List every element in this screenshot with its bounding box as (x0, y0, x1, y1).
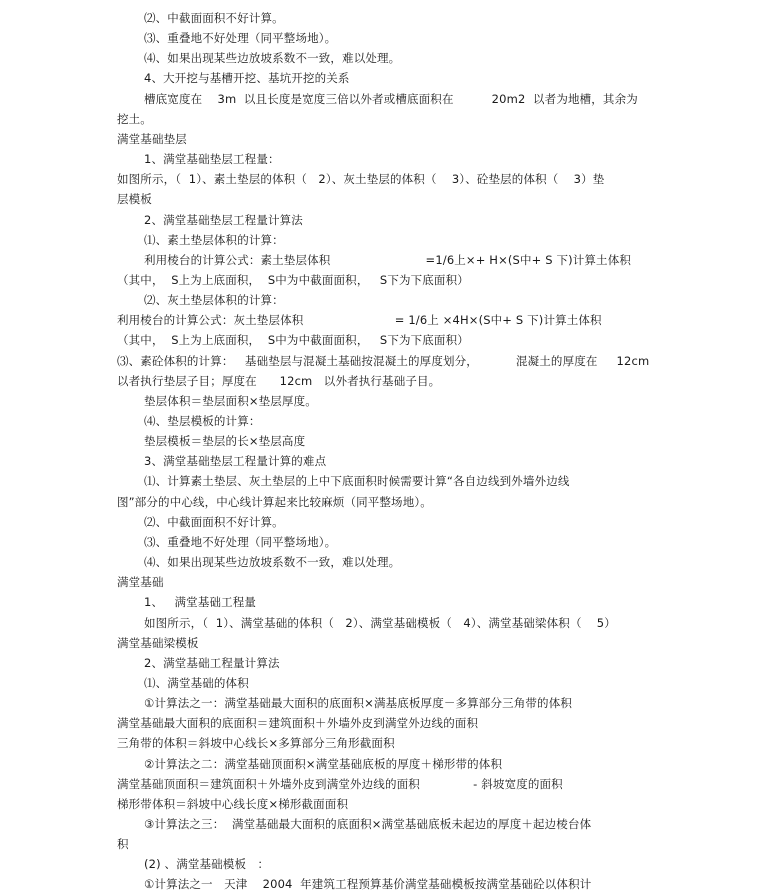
text-line: 满堂基础最大面积的底面积＝建筑面积＋外墙外皮到满堂外边线的面积 (117, 716, 479, 731)
text-line: 以者执行垫层子目；厚度在 12cm 以外者执行基础子目。 (117, 373, 441, 388)
text-line: 2、满堂基础工程量计算法 (144, 655, 280, 670)
text-line: ⑴、计算素土垫层、灰土垫层的上中下底面积时候需要计算“各自边线到外墙外边线 (144, 474, 570, 489)
text-line: 2、满堂基础垫层工程量计算法 (144, 212, 303, 227)
text-line: （其中， S上为上底面积， S中为中截面面积， S下为下底面积） (117, 333, 469, 348)
text-line: ⑷、如果出现某些边放坡系数不一致，难以处理。 (144, 555, 401, 570)
text-line: ⑵、中截面面积不好计算。 (144, 514, 284, 529)
text-line: 满堂基础 (117, 575, 164, 590)
text-line: ⑷、垫层模板的计算： (144, 414, 261, 428)
text-line: ①计算法之一：满堂基础最大面积的底面积×满基底板厚度－多算部分三角带的体积 (144, 696, 572, 711)
text-line: 槽底宽度在 3m 以且长度是宽度三倍以外者或槽底面积在 20m2 以者为地槽，其余为 (144, 91, 638, 106)
text-line: ⑶、素砼体积的计算： 基础垫层与混凝土基础按混凝土的厚度划分， 混凝土的厚度在 12cm (117, 353, 650, 368)
text-line: ⑶、重叠地不好处理（同平整场地）。 (144, 31, 337, 46)
text-line: (2) 、满堂基础模板 ： (144, 857, 270, 872)
text-line: 满堂基础垫层 (117, 131, 187, 146)
text-line: 3、满堂基础垫层工程量计算的难点 (144, 454, 327, 469)
text-line: ⑴、满堂基础的体积 (144, 675, 249, 690)
text-line: ⑵、灰土垫层体积的计算： (144, 293, 284, 308)
text-line: ③计算法之三： 满堂基础最大面积的底面积×满堂基础底板未起边的厚度＋起边棱台体 (144, 817, 592, 831)
text-line: 1、 满堂基础工程量 (144, 595, 257, 610)
text-line: 如图所示，（ 1）、满堂基础的体积（ 2）、满堂基础模板（ 4）、满堂基础梁体积（ 5） (144, 615, 616, 630)
text-line: ⑵、中截面面积不好计算。 (144, 11, 284, 25)
text-line: 图”部分的中心线，中心线计算起来比较麻烦（同平整场地）。 (117, 494, 432, 509)
text-line: 利用棱台的计算公式：素土垫层体积 =1/6上×+ H×(S中+ S 下)计算土体积 (144, 252, 632, 267)
text-line: ⑷、如果出现某些边放坡系数不一致，难以处理。 (144, 51, 401, 66)
text-line: 三角带的体积＝斜坡中心线长×多算部分三角形截面积 (117, 736, 395, 751)
text-line: ⑶、重叠地不好处理（同平整场地）。 (144, 534, 337, 549)
text-line: 满堂基础顶面积＝建筑面积＋外墙外皮到满堂外边线的面积 - 斜坡宽度的面积 (117, 776, 563, 791)
text-line: ②计算法之二：满堂基础顶面积×满堂基础底板的厚度＋梯形带的体积 (144, 756, 503, 771)
text-line: 层模板 (117, 192, 152, 207)
text-line: 垫层模板＝垫层的长×垫层高度 (144, 434, 306, 449)
text-line: 1、满堂基础垫层工程量： (144, 152, 280, 167)
text-line: 挖土。 (117, 111, 152, 126)
text-line: 垫层体积＝垫层面积×垫层厚度。 (144, 393, 317, 408)
text-line: 如图所示，（ 1）、素土垫层的体积（ 2）、灰土垫层的体积（ 3）、砼垫层的体积（ 3）垫 (117, 172, 605, 187)
text-line: 4、大开挖与基槽开挖、基坑开挖的关系 (144, 71, 350, 86)
text-line: （其中， S上为上底面积， S中为中截面面积， S下为下底面积） (117, 272, 469, 287)
text-line: ⑴、素土垫层体积的计算： (144, 232, 284, 247)
text-line: 积 (117, 837, 129, 852)
text-line: ①计算法之一 天津 2004 年建筑工程预算基价满堂基础模板按满堂基础砼以体积计 (144, 877, 592, 891)
text-line: 梯形带体积＝斜坡中心线长度×梯形截面面积 (117, 796, 349, 811)
text-line: 满堂基础梁模板 (117, 635, 199, 650)
text-line: 利用棱台的计算公式：灰土垫层体积 = 1/6上 ×4H×(S中+ S 下)计算土体积 (117, 313, 602, 328)
